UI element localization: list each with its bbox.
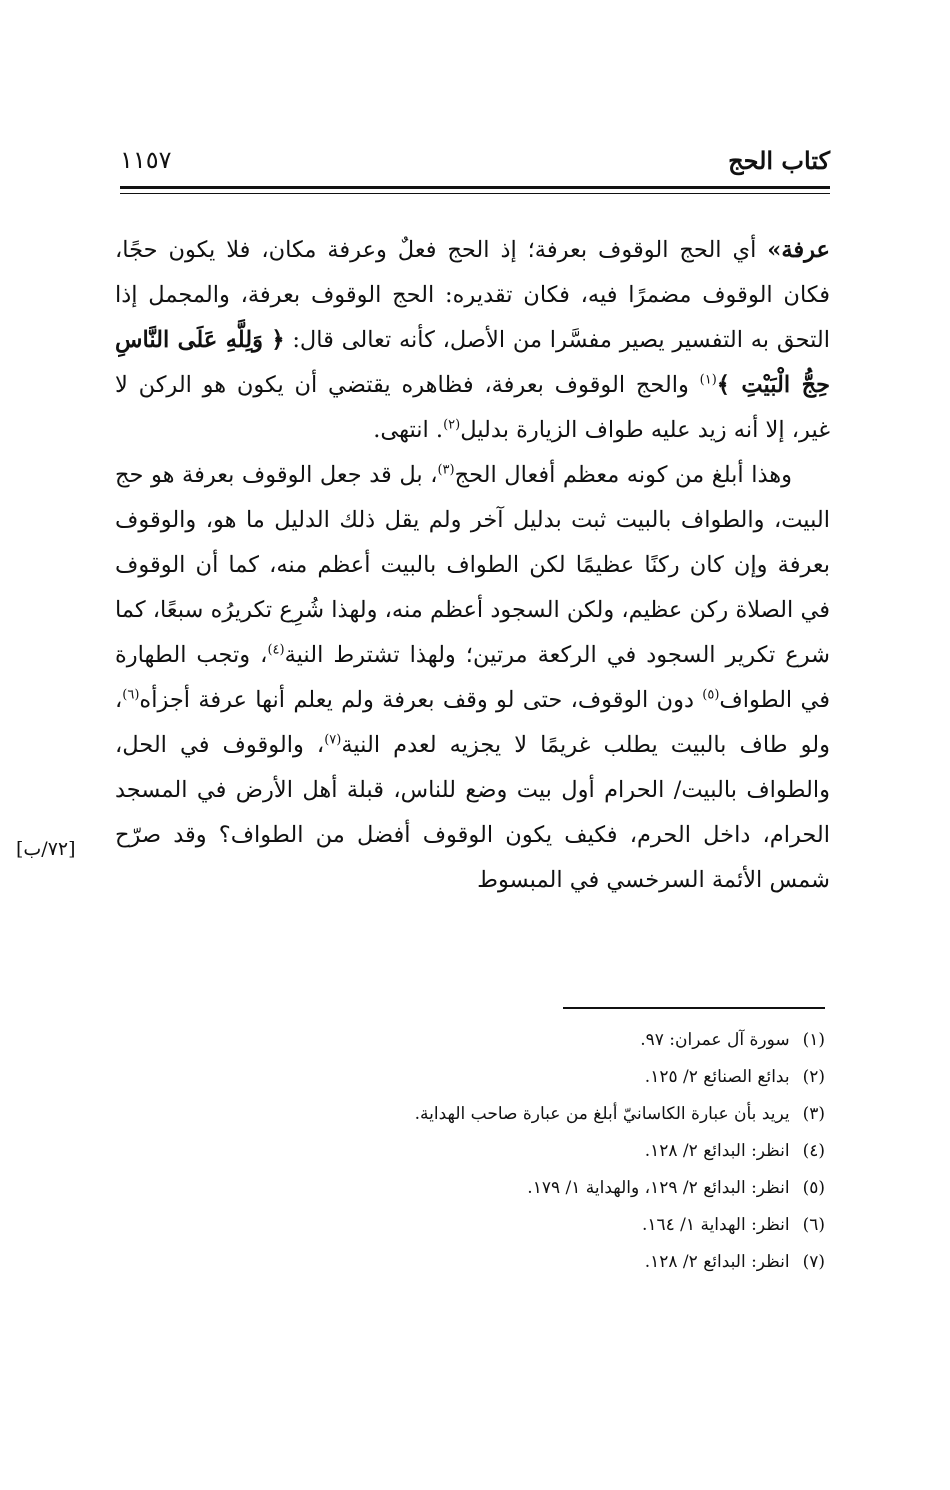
- footnote-item: [300, 1207, 825, 1244]
- footnote-ref-1: (١): [699, 372, 717, 388]
- header-title: كتاب الحج: [728, 146, 830, 175]
- footnote-number: (٢): [802, 1067, 825, 1087]
- text-span: والحج الوقوف بعرفة، فظاهره يقتضي أن يكون هو الركن لا غير، إلا أنه زيد عليه طواف الزيارة بدليل: [115, 372, 830, 443]
- page-number: ١١٥٧: [120, 146, 172, 174]
- footnote-text: انظر: البدائع ٢/ ١٢٩، والهداية ١/ ١٧٩.: [527, 1178, 790, 1198]
- text-span: وهذا أبلغ من كونه معظم أفعال الحج: [454, 462, 793, 488]
- footnote-text: بدائع الصنائع ٢/ ١٢٥.: [644, 1067, 790, 1087]
- footnote-text: سورة آل عمران: ٩٧.: [640, 1030, 790, 1050]
- footnote-ref-3: (٣): [437, 462, 455, 478]
- quran-verse: ﴿ وَلِلَّهِ عَلَى النَّاسِ حِجُّ الْبَيْتِ ﴾: [115, 327, 831, 398]
- footnote-text: انظر: البدائع ٢/ ١٢٨.: [644, 1252, 790, 1272]
- footnote-number: (٧): [802, 1252, 825, 1272]
- footnote-ref-4: (٤): [267, 642, 285, 658]
- main-text: [115, 228, 830, 903]
- header-rule-thin: [120, 193, 830, 194]
- footnote-number: (٥): [802, 1178, 825, 1198]
- footnote-ref-6: (٦): [122, 687, 140, 703]
- paragraph-2: [115, 453, 830, 903]
- footnote-number: (٤): [802, 1141, 825, 1161]
- footnote-item: [300, 1059, 825, 1096]
- bold-term: عرفة»: [767, 237, 830, 263]
- text-span: ، وتجب الطهارة في الطواف: [115, 642, 830, 713]
- footnote-item: [300, 1133, 825, 1170]
- text-span: . انتهى.: [373, 417, 444, 443]
- footnote-item: [300, 1170, 825, 1207]
- text-span: ، ولو طاف بالبيت يطلب غريمًا لا يجزيه لعدم النية: [115, 687, 830, 758]
- paragraph-1: [115, 228, 830, 453]
- footnote-text: انظر: البدائع ٢/ ١٢٨.: [644, 1141, 790, 1161]
- footnote-item: [300, 1244, 825, 1281]
- footnote-item: [300, 1096, 825, 1133]
- footnote-ref-7: (٧): [324, 732, 342, 748]
- text-span: ، بل قد جعل الوقوف بعرفة هو حج البيت، والطواف بالبيت ثبت بدليل آخر ولم يقل ذلك الدليل ما هو، والوقوف بعرفة وإن كان ركنًا عظيمًا لكن الطواف بالبيت أعظم منه، كما أن الوقوف في الصلاة ركن عظيم، ولكن السجود أعظم منه، ولهذا شُرِع تكريرُه سبعًا، كما شرع تكرير السجود في الركعة مرتين؛ ولهذا تشترط النية: [115, 462, 830, 668]
- running-header: [120, 142, 830, 186]
- footnotes: [300, 1022, 825, 1281]
- footnote-number: (٣): [802, 1104, 825, 1124]
- text-span: ، والوقوف في الحل، والطواف بالبيت/ الحرام أول بيت وضع للناس، قبلة أهل الأرض في المسجد الحرام، داخل الحرم، فكيف يكون الوقوف أفضل من الطواف؟ وقد صرّح شمس الأئمة السرخسي في المبسوط: [115, 732, 830, 893]
- footnote-ref-5: (٥): [702, 687, 720, 703]
- text-span: دون الوقوف، حتى لو وقف بعرفة ولم يعلم أنها عرفة أجزأه: [139, 687, 703, 713]
- footnote-ref-2: (٢): [443, 417, 461, 433]
- footnote-text: انظر: الهداية ١/ ١٦٤.: [641, 1215, 790, 1235]
- footnote-text: يريد بأن عبارة الكاسانيّ أبلغ من عبارة صاحب الهداية.: [414, 1104, 790, 1124]
- footnote-number: (١): [802, 1030, 825, 1050]
- footnote-number: (٦): [802, 1215, 825, 1235]
- header-rule-thick: [120, 186, 830, 189]
- manuscript-folio-marker: [٧٢/ب]: [16, 838, 76, 860]
- footnote-separator: [563, 1007, 825, 1009]
- text-span: أي الحج الوقوف بعرفة؛ إذ الحج فعلٌ وعرفة مكان، فلا يكون حجًا، فكان الوقوف مضمرًا فيه، فكان تقديره: الحج الوقوف بعرفة، والمجمل إذا التحق به التفسير يصير مفسَّرا من الأصل، كأنه تعالى قال:: [115, 237, 831, 353]
- footnote-item: [300, 1022, 825, 1059]
